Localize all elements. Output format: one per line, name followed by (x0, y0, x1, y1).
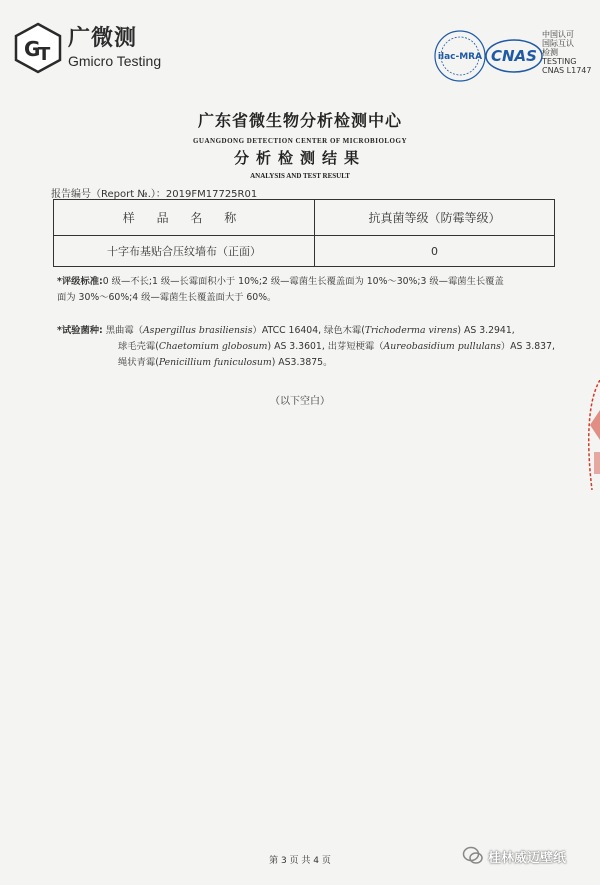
sample-name: 十字布基贴合压纹墙布（正面） (54, 236, 315, 266)
accreditation-text: 中国认可 国际互认 检测 TESTING CNAS L1747 (542, 30, 592, 75)
result-title-cn: 分析检测结果 (233, 149, 366, 167)
svg-text:G: G (24, 37, 41, 61)
strains-section: *试验菌种: 黑曲霉（Aspergillus brasiliensis）ATCC 16404, 绿色木霉(Trichoderma virens) AS 3.2941, 球毛壳霉(Chaetomium globosum) AS 3.3601, 出芽短梗霉（Aureobasidium pullulans）AS 3.837, 绳状青霉(Penicillium funiculosum) AS3.3875。 (57, 325, 555, 368)
report-number: 报告编号（Report №.）：2019FM17725R01 (51, 189, 258, 200)
logo-cn: 广微测 (68, 26, 138, 51)
criteria-line-1: 0 级—不长;1 级—长霉面积小于 10%;2 级—霉菌生长覆盖面为 10%～30%;3 级—霉菌生长覆盖 (102, 276, 504, 287)
wechat-icon (462, 845, 484, 867)
strain-latin: Trichoderma virens (364, 325, 458, 336)
strain-latin: Penicillium funiculosum (158, 357, 272, 368)
criteria-label: *评级标准: (57, 276, 103, 287)
table-header-row (54, 200, 554, 236)
svg-text:T: T (38, 44, 51, 65)
strain-latin: Aspergillus brasiliensis (142, 325, 253, 336)
header-grade: 抗真菌等级（防霉等级） (368, 211, 501, 225)
company-logo (14, 22, 161, 74)
red-stamp-fragment-icon (584, 380, 600, 490)
watermark (462, 845, 566, 867)
gt-logo-icon (14, 22, 62, 74)
criteria-section (57, 274, 557, 306)
header-sample-name: 样 品 名 称 (54, 200, 315, 235)
sample-grade: 0 (431, 244, 438, 258)
strain-latin: Aureobasidium pullulans (383, 341, 501, 352)
strains-label: *试验菌种: (57, 325, 103, 336)
criteria-line-2: 面为 30%～60%;4 级—霉菌生长覆盖面大于 60%。 (57, 292, 277, 303)
result-table (53, 199, 555, 267)
watermark-text: 桂林威迈壁纸 (488, 850, 567, 866)
center-title-en: GUANGDONG DETECTION CENTER OF MICROBIOLOGY (192, 137, 408, 145)
svg-text:ilac-MRA: ilac-MRA (437, 52, 483, 62)
result-title-en: ANALYSIS AND TEST RESULT (250, 172, 350, 180)
center-title-cn: 广东省微生物分析检测中心 (197, 111, 402, 130)
strain-latin: Chaetomium globosum (158, 341, 268, 352)
svg-text:CNAS: CNAS (491, 47, 537, 65)
logo-en: Gmicro Testing (68, 53, 162, 69)
blank-note: （以下空白） (270, 396, 330, 407)
table-row (54, 236, 554, 266)
page-number: 第 3 页 共 4 页 (269, 856, 331, 866)
